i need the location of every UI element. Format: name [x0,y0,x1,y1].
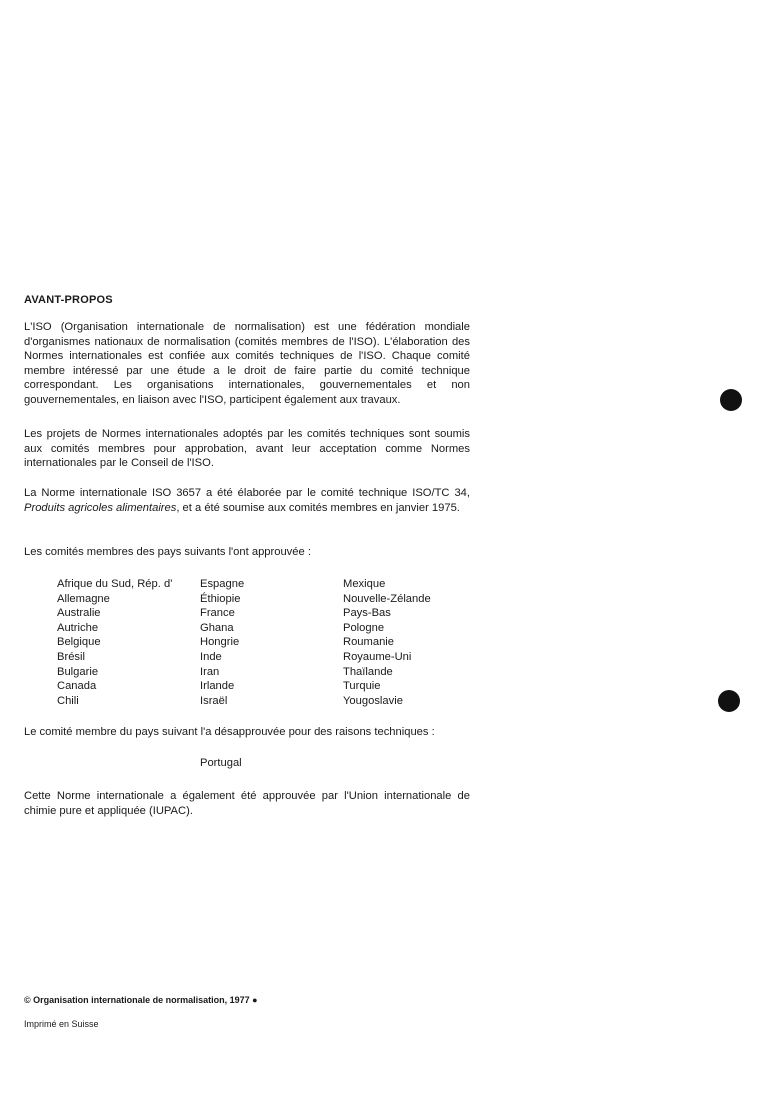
country-column-1 [57,577,172,708]
disapproving-country: Portugal [200,757,242,769]
country: Inde [200,650,222,663]
country: Mexique [343,578,386,590]
country: France [200,607,235,620]
country: Bulgarie [57,665,99,678]
paragraph-disapproval: Le comité membre du pays suivant l'a désapprouvée pour des raisons techniques : [24,726,435,738]
country-column-2 [200,577,244,708]
country: Belgique [57,636,101,649]
paragraph-approval: Les comités membres des pays suivants l'ont approuvée : [24,546,311,558]
punch-hole-mark [720,389,742,411]
country: Ghana [200,621,234,634]
country: Royaume-Uni [343,650,412,663]
punch-hole-mark [718,690,740,712]
country: Canada [57,680,97,693]
country: Nouvelle-Zélande [343,592,431,605]
country: Australie [57,607,101,620]
committee-title: Produits agricoles alimentaires [24,501,177,514]
country: Autriche [57,621,99,634]
paragraph-iupac: Cette Norme internationale a également été approuvée par l'Union internationale de chimie pure et appliquée (IUPAC). [24,790,470,817]
paragraph-standard-origin [24,486,470,515]
country: Hongrie [200,636,240,649]
country: Pologne [343,621,385,634]
copyright-notice: © Organisation internationale de normalisation, 1977 ● [24,995,258,1005]
country: Afrique du Sud, Rép. d' [57,578,173,590]
paragraph-drafts: Les projets de Normes internationales adoptés par les comités techniques sont soumis aux comités membres pour approbation, avant leur acceptation comme Normes internationales par le Conseil de l'ISO. [24,428,470,470]
section-heading: AVANT-PROPOS [24,294,113,306]
country: Iran [200,665,220,678]
country: Pays-Bas [343,607,391,620]
printed-in-notice: Imprimé en Suisse [24,1019,99,1029]
country: Éthiopie [200,592,241,605]
country: Turquie [343,680,381,693]
country: Israël [200,694,228,707]
country-column-3 [343,577,431,708]
paragraph-iso-intro: L'ISO (Organisation internationale de normalisation) est une fédération mondiale d'organismes nationaux de normalisation (comités membres de l'ISO). L'élaboration des Normes internationales est confiée aux comités techniques de l'ISO. Chaque comité membre intéressé par une étude a le droit de faire partie du comité technique correspondant. Les organisations internationales, gouvernementales et non gouvernementales, en liaison avec l'ISO, participent également aux travaux. [24,321,470,406]
country: Allemagne [57,592,110,605]
standard-origin-text: La Norme internationale ISO 3657 a été élaborée par le comité technique ISO/TC 34, [24,487,470,499]
country: Thaïlande [343,665,393,678]
country: Chili [57,694,79,707]
country: Brésil [57,650,85,663]
country: Yougoslavie [343,694,403,707]
country: Roumanie [343,636,394,649]
country: Irlande [200,680,235,693]
standard-origin-text-end: , et a été soumise aux comités membres en janvier 1975. [176,501,460,514]
country: Espagne [200,578,245,590]
